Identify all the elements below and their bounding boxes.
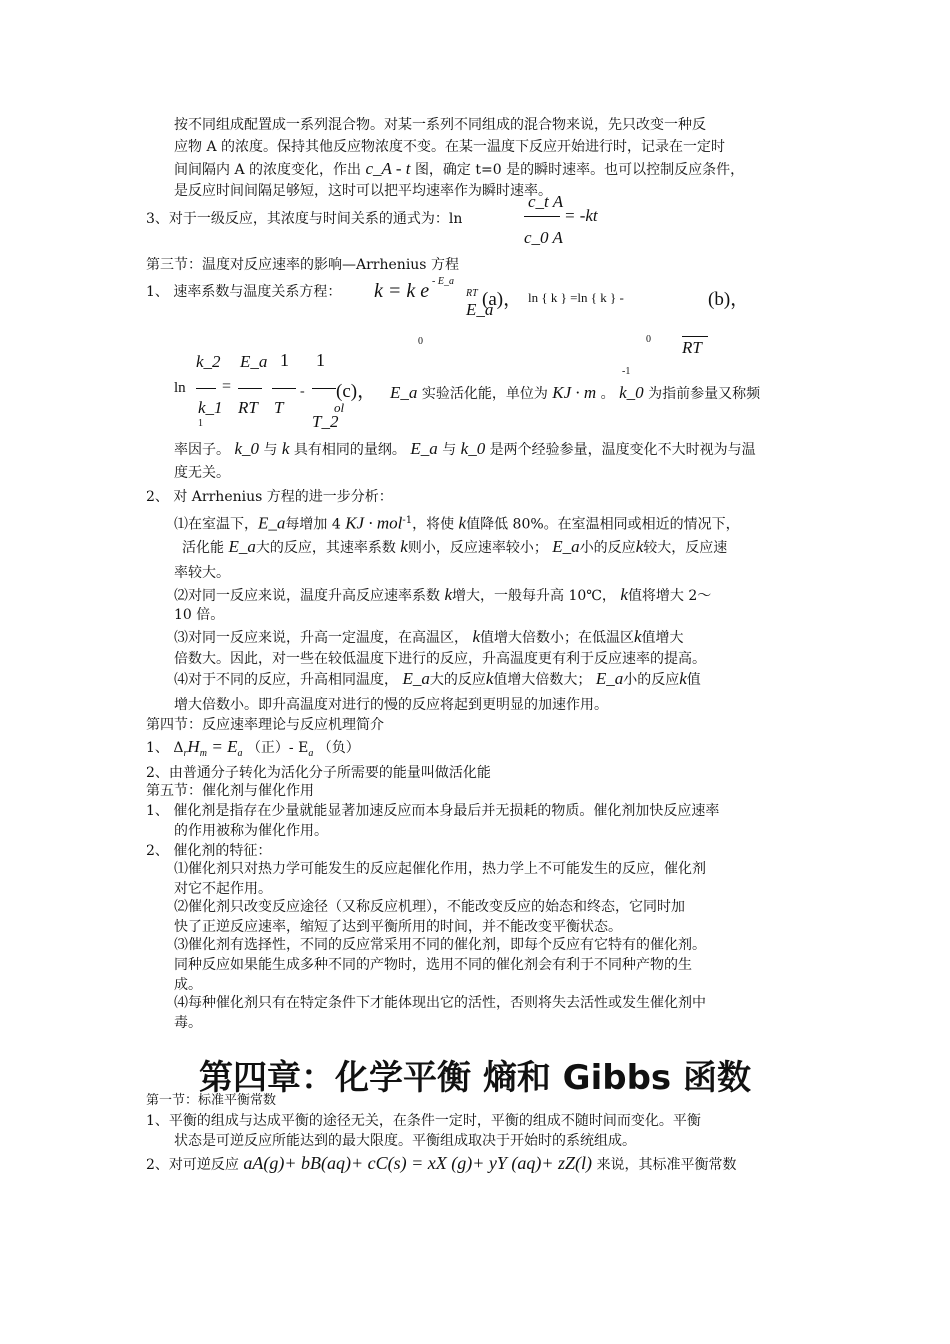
exp-ea: E_a	[466, 300, 494, 319]
analysis-1-line-1: ⑴在室温下，E_a每增加 4 KJ · mol$^{-1}$，将使 k值降低 80%。在室温相同或相近的情况下，	[174, 513, 740, 533]
frequency-factor-line: 率因子。 k_0 与 k 具有相同的量纲。 E_a 与 k_0 是两个经验参量，温度变化不大时视为与温	[174, 439, 756, 458]
neg-one-exp: -1	[622, 366, 631, 377]
analysis-2-line-1: ⑵对同一反应来说，温度升高反应速率系数 k增大，一般每升高 10℃， k值将增大 2～	[174, 585, 712, 604]
section-4-item-1: 1、 $\Delta_rH_m = E_a$ （正）- $E_a$ （负）	[146, 737, 360, 759]
catalyst-3-line-1: ⑶催化剂有选择性，不同的反应常采用不同的催化剂，即每个反应有它特有的催化剂。	[174, 937, 706, 953]
analysis-3-line-2: 倍数大。因此，对一些在较低温度下进行的反应，升高温度更有利于反应速率的提高。	[174, 651, 706, 667]
arrhenius-eq-b: ln { k } =ln { k } -	[528, 290, 624, 305]
section-4-title: 第四节：反应速率理论与反应机理简介	[146, 717, 384, 733]
section-3-title: 第三节：温度对反应速率的影响—Arrhenius 方程	[146, 257, 459, 273]
chapter-title: 第四章：化学平衡 熵和 Gibbs 函数	[199, 1058, 751, 1098]
catalyst-1-line-2: 对它不起作用。	[174, 881, 272, 897]
first-order-denominator: c_0 A	[524, 228, 563, 247]
analysis-label: 2、 对 Arrhenius 方程的进一步分析：	[146, 489, 393, 505]
catalyst-2-line-1: ⑵催化剂只改变反应途径（又称反应机理），不能改变反应的始态和终态，它同时加	[174, 899, 685, 915]
analysis-3-line-1: ⑶对同一反应来说，升高一定温度，在高温区， k值增大倍数小；在低温区k值增大	[174, 627, 684, 646]
ca-t-expression: c_A - t	[365, 159, 411, 178]
zero-sub-1: 0	[418, 336, 423, 347]
zero-sub-2: 0	[646, 334, 651, 345]
label-b: (b)，	[708, 289, 750, 310]
intro-line-1: 按不同组成配置成一系列混合物。对某一系列不同组成的混合物来说，先只改变一种反	[174, 117, 706, 133]
catalyst-2-line-2: 快了正逆反应速率，缩短了达到平衡所用的时间，并不能改变平衡状态。	[174, 919, 622, 935]
ch4-section-1-title: 第一节：标准平衡常数	[146, 1093, 277, 1108]
one-a: 1	[280, 350, 289, 370]
sub-one: 1	[198, 418, 203, 429]
section-5-item-1-line-2: 的作用被称为催化作用。	[174, 823, 328, 839]
rt-c: RT	[238, 398, 258, 417]
frequency-factor-line-2: 度无关。	[174, 465, 230, 481]
arrhenius-label: 1、 速率系数与温度关系方程：	[146, 284, 342, 300]
catalyst-3-line-3: 成。	[174, 977, 202, 993]
catalyst-3-line-2: 同种反应如果能生成多种不同的产物时，选用不同的催化剂会有利于不同种产物的生	[174, 957, 692, 973]
k2: k_2	[196, 352, 221, 371]
ch4-item-2: 2、对可逆反应 aA(g)+ bB(aq)+ cC(s) = xX (g)+ yY (aq)+ zZ(l) 来说，其标准平衡常数	[146, 1153, 737, 1173]
ea-description: E_a 实验活化能，单位为 KJ · m 。 k_0 为指前参量又称频	[390, 383, 761, 402]
equilibrium-equation: aA(g)+ bB(aq)+ cC(s) = xX (g)+ yY (aq)+ zZ(l)	[243, 1153, 593, 1173]
analysis-4-line-1: ⑷对于不同的反应，升高相同温度， E_a大的反应k值增大倍数大； E_a小的反应k值	[174, 669, 701, 688]
minus-c: -	[300, 384, 305, 399]
catalyst-4-line-2: 毒。	[174, 1015, 202, 1031]
eq-c: =	[222, 378, 232, 395]
intro-line-4: 是反应时间间隔足够短，这时可以把平均速率作为瞬时速率。	[174, 183, 552, 199]
t-c: T	[274, 398, 284, 417]
delta-symbol: Δ	[173, 740, 184, 756]
analysis-2-line-2: 10 倍。	[174, 607, 225, 623]
one-b: 1	[316, 350, 325, 370]
analysis-1-line-2: 活化能 E_a大的反应，其速率系数 k则小，反应速率较小； E_a小的反应k较大，反应速	[182, 537, 728, 556]
k1: k_1	[198, 398, 223, 417]
unit-kj-m: KJ · m	[552, 383, 597, 402]
first-order-rhs: = -kt	[564, 206, 598, 225]
rt-denominator: RT	[682, 338, 702, 357]
exp-power: - E_a	[432, 276, 454, 287]
analysis-4-line-2: 增大倍数小。即升高温度对进行的慢的反应将起到更明显的加速作用。	[174, 697, 608, 713]
first-order-label: 3、对于一级反应，其浓度与时间关系的通式为：ln	[146, 211, 463, 227]
ch4-item-1-line-1: 1、平衡的组成与达成平衡的途径无关，在条件一定时，平衡的组成不随时间而变化。平衡	[146, 1113, 701, 1129]
first-order-numerator: c_t A	[528, 192, 564, 211]
ln-c: ln	[174, 380, 186, 396]
exp-rt: RT	[466, 288, 478, 299]
label-c: (c)，	[336, 381, 377, 402]
t2-c: T_2	[312, 412, 339, 431]
ch4-item-1-line-2: 状态是可逆反应所能达到的最大限度。平衡组成取决于开始时的系统组成。	[174, 1133, 636, 1149]
section-4-item-2: 2、由普通分子转化为活化分子所需要的能量叫做活化能	[146, 765, 491, 781]
arrhenius-eq-a: k = k e	[374, 280, 430, 302]
section-5-item-2: 2、 催化剂的特征：	[146, 843, 272, 859]
section-5-title: 第五节：催化剂与催化作用	[146, 783, 314, 799]
catalyst-1-line-1: ⑴催化剂只对热力学可能发生的反应起催化作用，热力学上不可能发生的反应，催化剂	[174, 861, 706, 877]
ol-fragment: ol	[334, 400, 345, 415]
intro-line-3: 间间隔内 A 的浓度变化，作出 c_A - t 图，确定 t=0 是的瞬时速率。也可以控制反应条件，	[174, 159, 745, 178]
catalyst-4-line-1: ⑷每种催化剂只有在特定条件下才能体现出它的活性，否则将失去活性或发生催化剂中	[174, 995, 706, 1011]
intro-line-2: 应物 A 的浓度。保持其他反应物浓度不变。在某一温度下反应开始进行时，记录在一定时	[174, 139, 726, 155]
label-a: (a)，	[482, 289, 523, 310]
section-5-item-1-line-1: 1、 催化剂是指存在少量就能显著加速反应而本身最后并无损耗的物质。催化剂加快反应速率	[146, 803, 720, 819]
analysis-1-line-3: 率较大。	[174, 565, 230, 581]
ea-frac: E_a	[240, 352, 268, 371]
